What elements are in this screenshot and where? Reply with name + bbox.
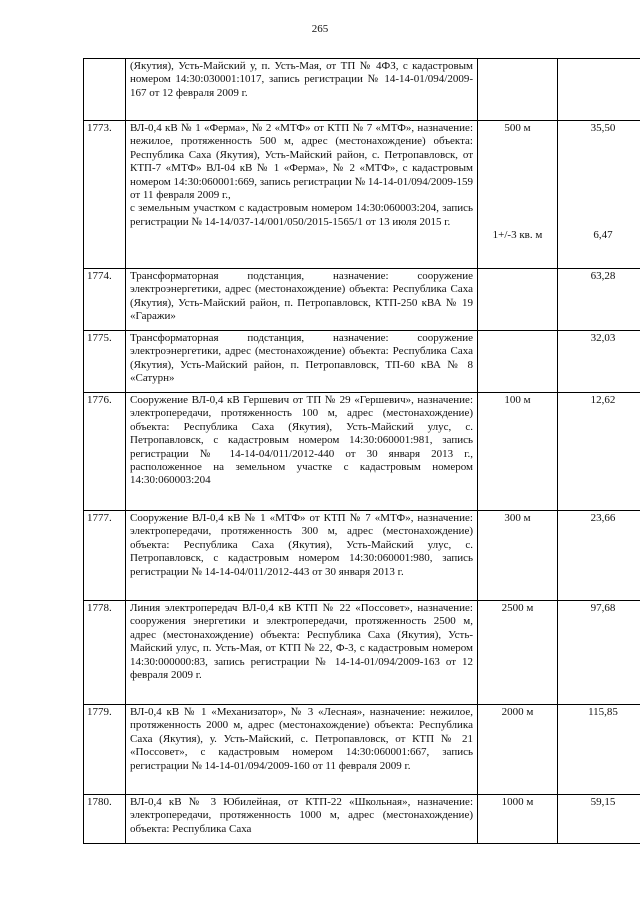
row-description	[126, 121, 478, 269]
table-row	[84, 121, 640, 269]
property-table	[83, 58, 640, 844]
table-row	[84, 705, 640, 795]
row-number: 1778.	[84, 601, 126, 705]
row-value: 23,66	[558, 511, 640, 601]
table-row	[84, 511, 640, 601]
row-quantity: 2000 м	[478, 705, 558, 795]
row-quantity	[478, 59, 558, 121]
row-quantity	[478, 331, 558, 393]
row-number: 1776.	[84, 393, 126, 511]
table-row	[84, 601, 640, 705]
row-description-land: с земельным участком с кадастровым номером 14:30:060003:204, запись регистрации № 14-14/037-14/001/050/2015-1565/1 от 13 июля 2015 г.	[130, 202, 473, 228]
row-description: Сооружение ВЛ-0,4 кВ № 1 «МТФ» от КТП № 7 «МТФ», назначение: электропередачи, протяженность 300 м, адрес (местонахождение) объекта: Республика Саха (Якутия), Усть-Майский улус, с. Петропавловск, с кадастровым номером 14:30:060001:980, запись регистрации № 14-14-04/011/2012-443 от 30 января 2013 г.	[126, 511, 478, 601]
row-quantity	[478, 269, 558, 331]
row-description: Сооружение ВЛ-0,4 кВ Гершевич от ТП № 29 «Гершевич», назначение: электропередачи, протяженность 100 м, адрес (местонахождение) объекта: Республика Саха (Якутия), Усть-Майский улус, с. Петропавловск, с кадастровым номером 14:30:060001:981, запись регистрации № 14-14-04/011/2012-440 от 30 января 2013 г., расположенное на земельном участке с кадастровым номером 14:30:060003:204	[126, 393, 478, 511]
row-value: 97,68	[558, 601, 640, 705]
row-value: 12,62	[558, 393, 640, 511]
row-description: (Якутия), Усть-Майский у, п. Усть-Мая, от ТП № 4ФЗ, с кадастровым номером 14:30:030001:1017, запись регистрации № 14-14-01/094/2009-167 от 12 февраля 2009 г.	[126, 59, 478, 121]
row-description-main: ВЛ-0,4 кВ № 1 «Ферма», № 2 «МТФ» от КТП № 7 «МТФ», назначение: нежилое, протяженность 500 м, адрес (местонахождение) объекта: Республика Саха (Якутия), Усть-Майский район, с. Петропавловск, от КТП-7 «МТФ» ВЛ-04 кВ № 1 «Ферма», № 2 «МТФ», с кадастровым номером 14:30:060001:669, запись регистрации № 14-14-01/094/2009-159 от 11 февраля 2009 г.,	[130, 122, 473, 202]
row-value-main: 35,50	[590, 122, 616, 134]
row-number: 1777.	[84, 511, 126, 601]
row-quantity	[478, 121, 558, 269]
row-quantity: 1000 м	[478, 795, 558, 844]
row-quantity: 2500 м	[478, 601, 558, 705]
row-quantity: 300 м	[478, 511, 558, 601]
row-number	[84, 59, 126, 121]
row-value	[558, 59, 640, 121]
row-value: 59,15	[558, 795, 640, 844]
row-description: Линия электропередач ВЛ-0,4 кВ КТП № 22 «Поссовет», назначение: сооружения энергетики и электропередачи, протяженность 2500 м, адрес (местонахождение) объекта: Республика Саха (Якутия), Усть-Майский улус, п. Усть-Мая, от КТП № 22, Ф-3, с кадастровым номером 14:30:000000:83, запись регистрации № 14-14-01/094/2009-163 от 12 февраля 2009 г.	[126, 601, 478, 705]
row-number: 1779.	[84, 705, 126, 795]
table-row	[84, 331, 640, 393]
row-value: 115,85	[558, 705, 640, 795]
row-description: Трансформаторная подстанция, назначение: сооружение электроэнергетики, адрес (местонахождение) объекта: Республика Саха (Якутия), Усть-Майский район, п. Петропавловск, ТП-60 кВА № 8 «Сатурн»	[126, 331, 478, 393]
row-description: Трансформаторная подстанция, назначение: сооружение электроэнергетики, адрес (местонахождение) объекта: Республика Саха (Якутия), Усть-Майский район, п. Петропавловск, КТП-250 кВА № 19 «Гаражи»	[126, 269, 478, 331]
row-number: 1774.	[84, 269, 126, 331]
row-description: ВЛ-0,4 кВ № 3 Юбилейная, от КТП-22 «Школьная», назначение: электропередачи, протяженность 1000 м, адрес (местонахождение) объекта: Республика Саха	[126, 795, 478, 844]
row-description: ВЛ-0,4 кВ № 1 «Механизатор», № 3 «Лесная», назначение: нежилое, протяженность 2000 м, адрес (местонахождение) объекта: Республика Саха (Якутия), у. Усть-Майский, с. Петропавловск, от КТП № 21 «Поссовет», с кадастровым номером 14:30:060001:667, запись регистрации № 14-14-01/094/2009-160 от 11 февраля 2009 г.	[126, 705, 478, 795]
row-number: 1780.	[84, 795, 126, 844]
row-quantity-main: 500 м	[504, 122, 531, 134]
row-value: 63,28	[558, 269, 640, 331]
row-value	[558, 121, 640, 269]
table-row	[84, 795, 640, 844]
table-row	[84, 59, 640, 121]
table-row	[84, 269, 640, 331]
table-row	[84, 393, 640, 511]
row-value: 32,03	[558, 331, 640, 393]
row-value-land: 6,47	[593, 229, 613, 242]
row-quantity-land: 1+/-3 кв. м	[492, 229, 543, 242]
page-number: 265	[311, 23, 329, 35]
row-number: 1775.	[84, 331, 126, 393]
row-quantity: 100 м	[478, 393, 558, 511]
row-number: 1773.	[84, 121, 126, 269]
